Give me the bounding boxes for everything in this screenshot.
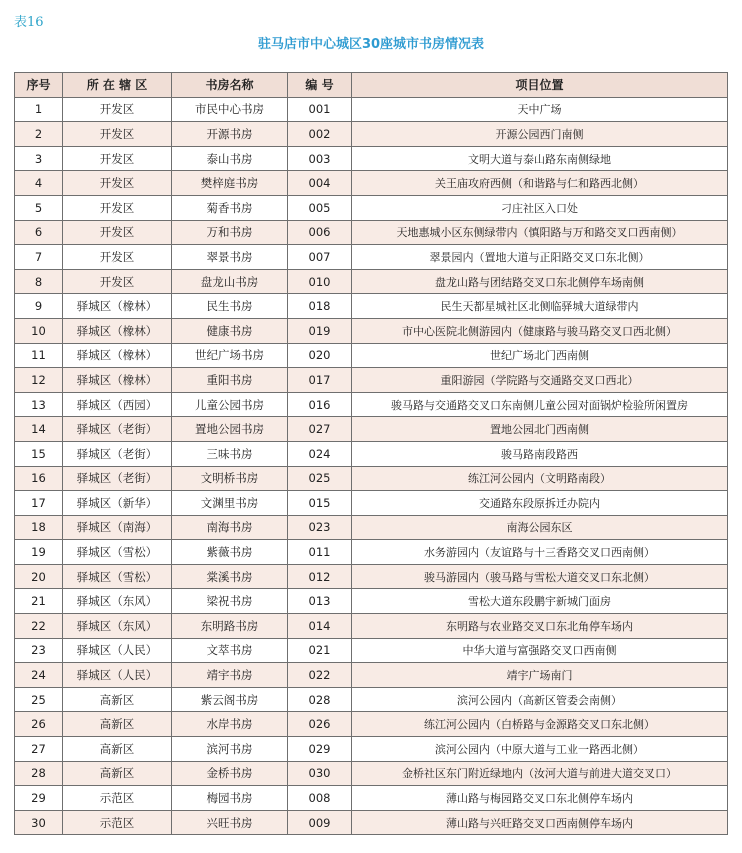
cell-index: 23 <box>15 638 63 663</box>
cell-location: 薄山路与兴旺路交叉口西南侧停车场内 <box>352 810 728 835</box>
cell-room-name: 东明路书房 <box>172 614 288 639</box>
cell-location: 关王庙攻府西侧（和谐路与仁和路西北侧） <box>352 171 728 196</box>
cell-location: 东明路与农业路交叉口东北角停车场内 <box>352 614 728 639</box>
cell-district: 开发区 <box>63 146 172 171</box>
cell-index: 10 <box>15 318 63 343</box>
cell-location: 滨河公园内（中原大道与工业一路西北侧） <box>352 737 728 762</box>
cell-index: 28 <box>15 761 63 786</box>
cell-room-name: 翠景书房 <box>172 245 288 270</box>
cell-room-name: 开源书房 <box>172 122 288 147</box>
cell-room-name: 紫云阁书房 <box>172 687 288 712</box>
cell-index: 19 <box>15 540 63 565</box>
cell-code: 026 <box>288 712 352 737</box>
table-number-label: 表16 <box>14 15 44 30</box>
table-row <box>15 171 728 196</box>
table-row <box>15 417 728 442</box>
cell-room-name: 置地公园书房 <box>172 417 288 442</box>
cell-district: 驿城区（西园） <box>63 392 172 417</box>
cell-code: 021 <box>288 638 352 663</box>
bookroom-table <box>14 72 728 835</box>
cell-room-name: 健康书房 <box>172 318 288 343</box>
cell-district: 驿城区（南海） <box>63 515 172 540</box>
cell-district: 驿城区（东风） <box>63 589 172 614</box>
cell-code: 020 <box>288 343 352 368</box>
cell-code: 019 <box>288 318 352 343</box>
cell-location: 民生天都星城社区北侧临驿城大道绿带内 <box>352 294 728 319</box>
cell-code: 008 <box>288 786 352 811</box>
cell-index: 25 <box>15 687 63 712</box>
table-row <box>15 614 728 639</box>
cell-location: 滨河公园内（高新区管委会南侧） <box>352 687 728 712</box>
cell-room-name: 三味书房 <box>172 441 288 466</box>
table-row <box>15 540 728 565</box>
cell-room-name: 梅园书房 <box>172 786 288 811</box>
cell-code: 028 <box>288 687 352 712</box>
cell-location: 骏马游园内（骏马路与雪松大道交叉口东北侧） <box>352 564 728 589</box>
cell-index: 1 <box>15 97 63 122</box>
table-row <box>15 663 728 688</box>
cell-code: 003 <box>288 146 352 171</box>
table-row <box>15 392 728 417</box>
table-row <box>15 368 728 393</box>
cell-room-name: 靖宇书房 <box>172 663 288 688</box>
cell-district: 高新区 <box>63 712 172 737</box>
cell-index: 15 <box>15 441 63 466</box>
cell-location: 水务游园内（友谊路与十三香路交叉口西南侧） <box>352 540 728 565</box>
table-row <box>15 564 728 589</box>
cell-code: 009 <box>288 810 352 835</box>
cell-location: 骏马路与交通路交叉口东南侧儿童公园对面锅炉检验所闲置房 <box>352 392 728 417</box>
cell-district: 驿城区（雪松） <box>63 564 172 589</box>
header-district: 所 在 辖 区 <box>63 73 172 98</box>
cell-index: 7 <box>15 245 63 270</box>
cell-index: 2 <box>15 122 63 147</box>
table-row <box>15 638 728 663</box>
cell-index: 16 <box>15 466 63 491</box>
cell-district: 驿城区（老街） <box>63 466 172 491</box>
cell-location: 雪松大道东段鹏宇新城门面房 <box>352 589 728 614</box>
cell-district: 驿城区（橡林） <box>63 343 172 368</box>
cell-room-name: 泰山书房 <box>172 146 288 171</box>
table-row <box>15 441 728 466</box>
cell-location: 文明大道与泰山路东南侧绿地 <box>352 146 728 171</box>
cell-district: 驿城区（老街） <box>63 441 172 466</box>
table-header-row <box>15 73 728 98</box>
cell-room-name: 盘龙山书房 <box>172 269 288 294</box>
table-row <box>15 343 728 368</box>
cell-code: 007 <box>288 245 352 270</box>
table-row <box>15 589 728 614</box>
cell-room-name: 文渊里书房 <box>172 491 288 516</box>
cell-location: 市中心医院北侧游园内（健康路与骏马路交叉口西北侧） <box>352 318 728 343</box>
table-row <box>15 466 728 491</box>
cell-district: 驿城区（老街） <box>63 417 172 442</box>
cell-location: 重阳游园（学院路与交通路交叉口西北） <box>352 368 728 393</box>
cell-code: 018 <box>288 294 352 319</box>
cell-location: 交通路东段原拆迁办院内 <box>352 491 728 516</box>
cell-district: 开发区 <box>63 220 172 245</box>
cell-code: 017 <box>288 368 352 393</box>
cell-district: 开发区 <box>63 122 172 147</box>
cell-location: 置地公园北门西南侧 <box>352 417 728 442</box>
cell-index: 17 <box>15 491 63 516</box>
cell-room-name: 文明桥书房 <box>172 466 288 491</box>
table-row <box>15 122 728 147</box>
table-row <box>15 318 728 343</box>
cell-index: 6 <box>15 220 63 245</box>
cell-index: 27 <box>15 737 63 762</box>
cell-district: 驿城区（人民） <box>63 638 172 663</box>
cell-room-name: 世纪广场书房 <box>172 343 288 368</box>
cell-district: 开发区 <box>63 195 172 220</box>
cell-district: 驿城区（橡林） <box>63 318 172 343</box>
cell-room-name: 紫薇书房 <box>172 540 288 565</box>
cell-location: 翠景园内（置地大道与正阳路交叉口东北侧） <box>352 245 728 270</box>
cell-location: 刁庄社区入口处 <box>352 195 728 220</box>
cell-index: 30 <box>15 810 63 835</box>
cell-district: 驿城区（东风） <box>63 614 172 639</box>
cell-index: 26 <box>15 712 63 737</box>
header-code: 编 号 <box>288 73 352 98</box>
cell-code: 002 <box>288 122 352 147</box>
cell-room-name: 棠溪书房 <box>172 564 288 589</box>
cell-district: 驿城区（新华） <box>63 491 172 516</box>
cell-location: 南海公园东区 <box>352 515 728 540</box>
cell-district: 高新区 <box>63 687 172 712</box>
cell-index: 9 <box>15 294 63 319</box>
cell-room-name: 樊梓庭书房 <box>172 171 288 196</box>
header-index: 序号 <box>15 73 63 98</box>
cell-code: 006 <box>288 220 352 245</box>
cell-room-name: 金桥书房 <box>172 761 288 786</box>
cell-district: 示范区 <box>63 786 172 811</box>
cell-index: 20 <box>15 564 63 589</box>
table-row <box>15 146 728 171</box>
cell-room-name: 菊香书房 <box>172 195 288 220</box>
table-row <box>15 220 728 245</box>
table-title: 驻马店市中心城区30座城市书房情况表 <box>257 37 485 52</box>
cell-location: 骏马路南段路西 <box>352 441 728 466</box>
cell-district: 高新区 <box>63 761 172 786</box>
cell-code: 025 <box>288 466 352 491</box>
cell-location: 金桥社区东门附近绿地内（汝河大道与前进大道交叉口） <box>352 761 728 786</box>
cell-code: 011 <box>288 540 352 565</box>
cell-code: 001 <box>288 97 352 122</box>
cell-location: 盘龙山路与团结路交叉口东北侧停车场南侧 <box>352 269 728 294</box>
cell-location: 天地惠城小区东侧绿带内（慎阳路与万和路交叉口西南侧） <box>352 220 728 245</box>
table-row <box>15 737 728 762</box>
cell-index: 18 <box>15 515 63 540</box>
cell-location: 练江河公园内（白桥路与金源路交叉口东北侧） <box>352 712 728 737</box>
cell-index: 14 <box>15 417 63 442</box>
cell-code: 024 <box>288 441 352 466</box>
cell-code: 030 <box>288 761 352 786</box>
cell-room-name: 市民中心书房 <box>172 97 288 122</box>
cell-code: 016 <box>288 392 352 417</box>
cell-code: 029 <box>288 737 352 762</box>
header-location: 项目位置 <box>352 73 728 98</box>
cell-index: 5 <box>15 195 63 220</box>
cell-district: 驿城区（橡林） <box>63 294 172 319</box>
cell-room-name: 梁祝书房 <box>172 589 288 614</box>
cell-location: 中华大道与富强路交叉口西南侧 <box>352 638 728 663</box>
cell-index: 13 <box>15 392 63 417</box>
cell-index: 22 <box>15 614 63 639</box>
cell-index: 11 <box>15 343 63 368</box>
header-room-name: 书房名称 <box>172 73 288 98</box>
table-row <box>15 786 728 811</box>
cell-code: 027 <box>288 417 352 442</box>
cell-district: 驿城区（雪松） <box>63 540 172 565</box>
cell-index: 4 <box>15 171 63 196</box>
table-row <box>15 245 728 270</box>
table-row <box>15 810 728 835</box>
cell-room-name: 兴旺书房 <box>172 810 288 835</box>
cell-location: 练江河公园内（文明路南段） <box>352 466 728 491</box>
cell-district: 高新区 <box>63 737 172 762</box>
cell-room-name: 万和书房 <box>172 220 288 245</box>
cell-location: 靖宇广场南门 <box>352 663 728 688</box>
cell-code: 004 <box>288 171 352 196</box>
cell-room-name: 文萃书房 <box>172 638 288 663</box>
cell-room-name: 南海书房 <box>172 515 288 540</box>
cell-index: 29 <box>15 786 63 811</box>
cell-district: 开发区 <box>63 171 172 196</box>
cell-district: 驿城区（人民） <box>63 663 172 688</box>
cell-code: 023 <box>288 515 352 540</box>
cell-location: 薄山路与梅园路交叉口东北侧停车场内 <box>352 786 728 811</box>
cell-index: 12 <box>15 368 63 393</box>
table-row <box>15 294 728 319</box>
cell-index: 8 <box>15 269 63 294</box>
cell-district: 驿城区（橡林） <box>63 368 172 393</box>
cell-room-name: 重阳书房 <box>172 368 288 393</box>
table-row <box>15 761 728 786</box>
cell-district: 开发区 <box>63 245 172 270</box>
table-row <box>15 97 728 122</box>
table-row <box>15 195 728 220</box>
cell-location: 世纪广场北门西南侧 <box>352 343 728 368</box>
table-body <box>15 97 728 835</box>
cell-district: 示范区 <box>63 810 172 835</box>
table-row <box>15 269 728 294</box>
cell-index: 3 <box>15 146 63 171</box>
cell-room-name: 儿童公园书房 <box>172 392 288 417</box>
cell-code: 005 <box>288 195 352 220</box>
cell-location: 天中广场 <box>352 97 728 122</box>
cell-index: 21 <box>15 589 63 614</box>
cell-index: 24 <box>15 663 63 688</box>
table-row <box>15 491 728 516</box>
cell-room-name: 滨河书房 <box>172 737 288 762</box>
cell-code: 022 <box>288 663 352 688</box>
cell-room-name: 民生书房 <box>172 294 288 319</box>
cell-room-name: 水岸书房 <box>172 712 288 737</box>
table-row <box>15 712 728 737</box>
cell-district: 开发区 <box>63 97 172 122</box>
cell-code: 012 <box>288 564 352 589</box>
cell-code: 014 <box>288 614 352 639</box>
table-row <box>15 687 728 712</box>
cell-code: 010 <box>288 269 352 294</box>
cell-code: 015 <box>288 491 352 516</box>
cell-location: 开源公园西门南侧 <box>352 122 728 147</box>
cell-code: 013 <box>288 589 352 614</box>
table-row <box>15 515 728 540</box>
cell-district: 开发区 <box>63 269 172 294</box>
